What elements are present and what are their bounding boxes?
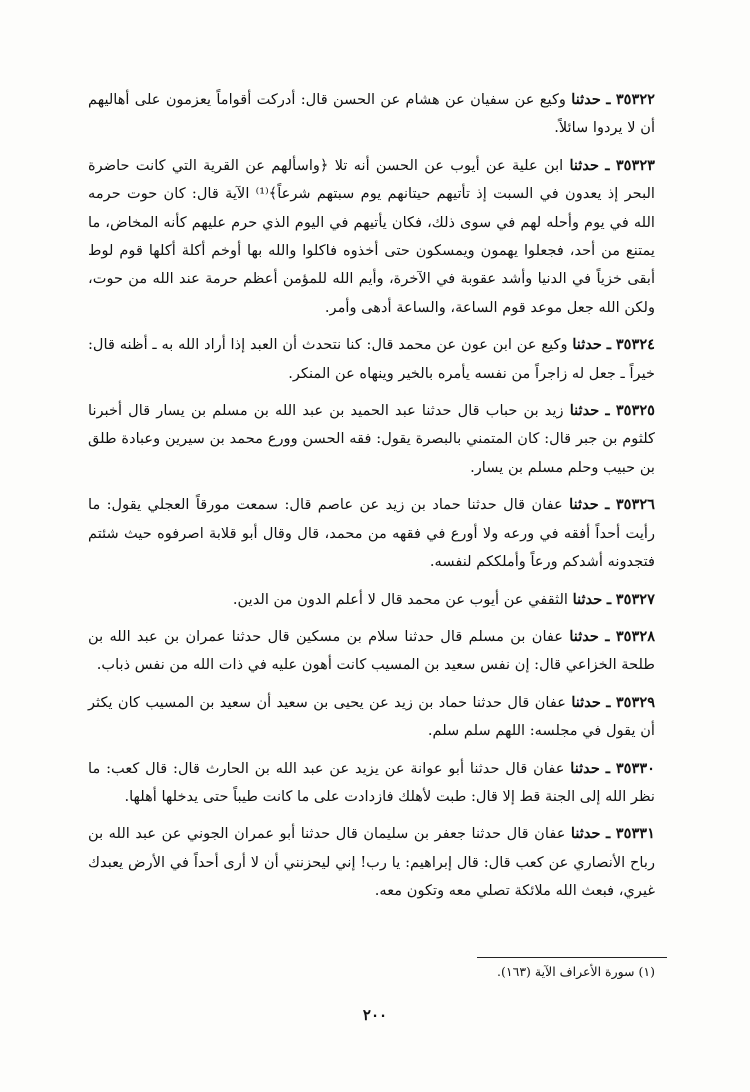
hadith-number: ٣٥٣٢٢ [615,91,656,108]
footnote-divider [477,957,667,958]
hadith-opening: حدثنا [569,496,599,514]
hadith-text: عفان قال حدثنا حماد بن زيد عن عاصم قال: سمعت مورقاً العجلي يقول: ما رأيت أحداً أفقه في ورعه ولا أورع في فقهه من محمد، قال وقال أبو قلابة اصرفوه حيث شئتم فتجدونه أشدكم ورعاً وأملككم لنفسه. [88,496,655,571]
hadith-number: ٣٥٣٢٧ [615,590,655,608]
hadith-text: وكيع عن ابن عون عن محمد قال: كنا نتحدث أن العبد إذا أراد الله به ـ أظنه قال: خيراً ـ جعل له زاجراً من نفسه يأمره بالخير وينهاه عن المنكر. [88,336,655,382]
hadith-paragraph: ٣٥٣٣٠ ـ حدثنا عفان قال حدثنا أبو عوانة عن يزيد عن عبد الله بن الحارث قال: قال كعب: ما نظر الله إلى الجنة قط إلا قال: طبت لأهلك فازدادت على ما كانت طيباً حتى يدخلها أهلها. [88,759,656,805]
hadith-text: ابن علية عن أيوب عن الحسن أنه تلا ﴿واسألهم عن القرية التي كانت حاضرة البحر إذ يعدون في السبت إذ تأتيهم حيتانهم يوم سبتهم شرعاً﴾⁽¹⁾ الآية قال: كان حوت حرمه الله في يوم وأحله لهم في سوى ذلك، فكان يأتيهم في اليوم الذي حرم عليهم كأنه المخاض، ما يمتنع من أحد، فجعلوا يهمون ويمسكون حتى أخذوه فاكلوا والله بها أوخم أكلة أكلها قوم لوط أبقى خزياً في الدنيا وأشد عقوبة في الآخرة، وأيم الله للمؤمن أعظم حرمة عند الله من حوت، ولكن الله جعل موعد قوم الساعة، والساعة أدهى وأمر. [88,156,655,316]
hadith-paragraph: ٣٥٣٣١ ـ حدثنا عفان قال حدثنا جعفر بن سليمان قال حدثنا أبو عمران الجوني عن عبد الله بن رباح الأنصاري عن كعب قال: قال إبراهيم: يا رب! إني ليحزنني أن لا أرى أحداً في الأرض يعبدك غيري، فبعث الله ملائكة تصلي معه وتكون معه. [88,825,655,900]
hadith-opening: حدثنا [569,402,600,420]
hadith-paragraph: ٣٥٣٢٨ ـ حدثنا عفان بن مسلم قال حدثنا سلام بن مسكين قال حدثنا عمران بن عبد الله بن طلحة الخزاعي قال: إن نفس سعيد بن المسيب كانت أهون عليه في ذات الله من نفس ذباب. [88,627,656,674]
hadith-paragraph: ٣٥٣٢٤ ـ حدثنا وكيع عن ابن عون عن محمد قال: كنا نتحدث أن العبد إذا أراد الله به ـ أظنه قال: خيراً ـ جعل له زاجراً من نفسه يأمره بالخير وينهاه عن المنكر. [88,336,656,382]
hadith-number: ٣٥٣٢٣ [615,156,656,174]
hadith-number: ٣٥٣٢٨ [615,627,656,645]
hadith-number: ٣٥٣٢٦ [615,496,656,514]
hadith-paragraph: ٣٥٣٢٩ ـ حدثنا عفان قال حدثنا حماد بن زيد عن يحيى بن سعيد أن سعيد بن المسيب كان يكثر أن يقول في مجلسه: اللهم سلم سلم. [88,693,656,740]
hadith-text: وكيع عن سفيان عن هشام عن الحسن قال: أدركت أقواماً يعزمون على أهاليهم أن لا يردوا سائلاً. [88,91,655,137]
hadith-opening: حدثنا [570,825,601,843]
hadith-number: ٣٥٣٢٤ [615,336,656,354]
hadith-text: زيد بن حباب قال حدثنا عبد الحميد بن عبد الله بن مسلم بن يسار قال أخبرنا كلثوم بن جبر قال: كان المتمني بالبصرة يقول: فقه الحسن وورع محمد بن سيرين وعبادة طلق بن حبيب وحلم مسلم بن يسار. [88,402,655,476]
hadith-number: ٣٥٣٣٠ [615,759,656,777]
hadith-text: عفان قال حدثنا أبو عوانة عن يزيد عن عبد الله بن الحارث قال: قال كعب: ما نظر الله إلى الجنة قط إلا قال: طبت لأهلك فازدادت على ما كانت طيباً حتى يدخلها أهلها. [88,759,655,805]
hadith-opening: حدثنا [570,759,600,777]
hadith-number: ٣٥٣٢٥ [615,402,656,420]
page-number: ٢٠٠ [362,1006,388,1024]
hadith-paragraph: ٣٥٣٢٧ ـ حدثنا الثقفي عن أيوب عن محمد قال لا أعلم الدون من الدين. [232,590,655,608]
hadith-opening: حدثنا [572,590,603,608]
hadith-text: عفان بن مسلم قال حدثنا سلام بن مسكين قال حدثنا عمران بن عبد الله بن طلحة الخزاعي قال: إن نفس سعيد بن المسيب كانت أهون عليه في ذات الله من نفس ذباب. [88,627,655,674]
page-body [88,86,655,915]
hadith-number: ٣٥٣٢٩ [615,693,656,711]
hadith-text: عفان قال حدثنا جعفر بن سليمان قال حدثنا أبو عمران الجوني عن عبد الله بن رباح الأنصاري عن كعب قال: قال إبراهيم: يا رب! إني ليحزنني أن لا أرى أحداً في الأرض يعبدك غيري، فبعث الله ملائكة تصلي معه وتكون معه. [88,825,655,900]
hadith-paragraph: ٣٥٣٢٦ ـ حدثنا عفان قال حدثنا حماد بن زيد عن عاصم قال: سمعت مورقاً العجلي يقول: ما رأيت أحداً أفقه في ورعه ولا أورع في فقهه من محمد، قال وقال أبو قلابة اصرفوه حيث شئتم فتجدونه أشدكم ورعاً وأملككم لنفسه. [88,496,656,571]
hadith-paragraph: ٣٥٣٢٢ ـ حدثنا وكيع عن سفيان عن هشام عن الحسن قال: أدركت أقواماً يعزمون على أهاليهم أن لا يردوا سائلاً. [88,91,656,137]
hadith-opening: حدثنا [571,693,601,711]
hadith-opening: حدثنا [569,627,599,645]
hadith-paragraph: ٣٥٣٢٥ ـ حدثنا زيد بن حباب قال حدثنا عبد الحميد بن عبد الله بن مسلم بن يسار قال أخبرنا كلثوم بن جبر قال: كان المتمني بالبصرة يقول: فقه الحسن وورع محمد بن سيرين وعبادة طلق بن حبيب وحلم مسلم بن يسار. [88,402,656,476]
hadith-text: عفان قال حدثنا حماد بن زيد عن يحيى بن سعيد أن سعيد بن المسيب كان يكثر أن يقول في مجلسه: اللهم سلم سلم. [88,693,655,740]
hadith-paragraph: ٣٥٣٢٣ ـ حدثنا ابن علية عن أيوب عن الحسن أنه تلا ﴿واسألهم عن القرية التي كانت حاضرة البحر إذ يعدون في السبت إذ تأتيهم حيتانهم يوم سبتهم شرعاً﴾⁽¹⁾ الآية قال: كان حوت حرمه الله في يوم وأحله لهم في سوى ذلك، فكان يأتيهم في اليوم الذي حرم عليهم كأنه المخاض، ما يمتنع من أحد، فجعلوا يهمون ويمسكون حتى أخذوه فاكلوا والله بها أوخم أكلة أكلها قوم لوط أبقى خزياً في الدنيا وأشد عقوبة في الآخرة، وأيم الله للمؤمن أعظم حرمة عند الله من حوت، ولكن الله جعل موعد قوم الساعة، والساعة أدهى وأمر. [88,156,656,316]
hadith-text: الثقفي عن أيوب عن محمد قال لا أعلم الدون من الدين. [232,590,568,608]
hadith-opening: حدثنا [569,156,600,174]
hadith-opening: حدثنا [571,91,601,108]
footnote: (١) سورة الأعراف الآية (١٦٣). [497,964,655,979]
hadith-number: ٣٥٣٣١ [615,825,655,843]
hadith-opening: حدثنا [572,336,602,354]
